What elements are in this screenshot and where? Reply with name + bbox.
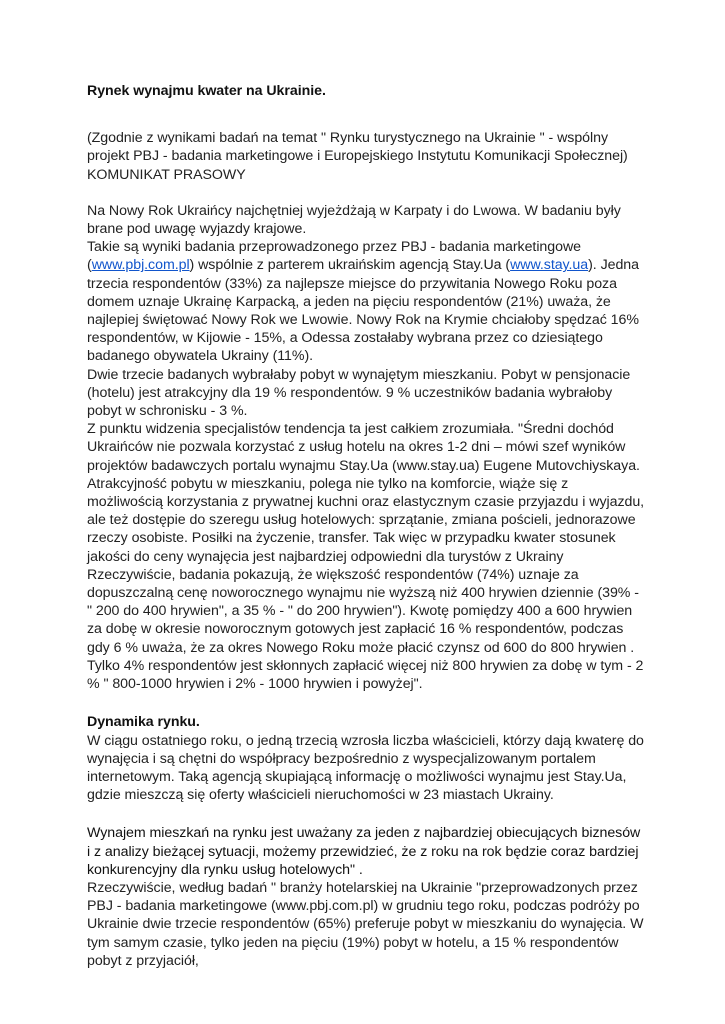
spacer: [87, 100, 647, 129]
document-page: [87, 82, 647, 970]
section-heading-market-dynamics: Dynamika rynku.: [87, 714, 200, 731]
pbj-link[interactable]: www.pbj.com.pl: [91, 257, 190, 274]
intro-paragraph: (Zgodnie z wynikami badań na temat " Rynku turystycznego na Ukrainie " - wspólny projekt PBJ - badania marketingowe i Europejskiego Instytutu Komunikacji Społecznej): [87, 130, 628, 165]
press-release-label: KOMUNIKAT PRASOWY: [87, 166, 246, 183]
spacer: [87, 184, 647, 202]
spacer: [87, 804, 647, 824]
paragraph-text: ) wspólnie z parterem ukraińskim agencją Stay.Ua (: [189, 257, 511, 274]
stay-ua-link[interactable]: www.stay.ua: [510, 257, 589, 274]
paragraph-new-year-destinations: Na Nowy Rok Ukraińcy najchętniej wyjeżdżają w Karpaty i do Lwowa. W badaniu były brane pod uwagę wyjazdy krajowe.: [87, 202, 621, 238]
paragraph-survey-results: [87, 238, 647, 365]
paragraph-text: Takie są wyniki badania przeprowadzonego przez PBJ - badania marketingowe (: [87, 239, 581, 274]
paragraph-price-levels: Rzeczywiście, badania pokazują, że większość respondentów (74%) uznaje za dopuszczalną cenę noworocznego wynajmu nie wyższą niż 400 hrywien dziennie (39% - " 200 do 400 hrywien", a 35 % - " do 200 hrywien"). Kwotę pomiędzy 400 a 600 hrywien za dobę w okresie noworocznym gotowych jest zapłacić 16 % respondentów, podczas gdy 6 % uważa, że za okres Nowego Roku może płacić czynsz od 600 do 800 hrywien . Tylko 4% respondentów jest skłonnych zapłacić więcej niż 800 hrywien za dobę w tym - 2 % " 800-1000 hrywien i 2% - 1000 hrywien i powyżej".: [87, 566, 644, 693]
document-title: Rynek wynajmu kwater na Ukrainie.: [87, 83, 326, 99]
paragraph-market-growth: W ciągu ostatniego roku, o jedną trzecią wzrosła liczba właścicieli, którzy dają kwaterę do wynajęcia i są chętni do współpracy bezpośrednio z wyspecjalizowanym portalem internetowym. Taką agencją skupiającą informację o możliwości wynajmu jest Stay.Ua, gdzie mieszczą się oferty właścicieli nieruchomości w 23 miastach Ukrainy.: [87, 732, 644, 804]
paragraph-market-outlook: Wynajem mieszkań na rynku jest uważany za jeden z najbardziej obiecujących biznesów i z analizy bieżącej sytuacji, możemy przewidzieć, że z roku na rok będzie coraz bardziej konkurencyjny dla rynku usług hotelowych" .: [87, 825, 641, 878]
paragraph-expert-opinion: Z punktu widzenia specjalistów tendencja ta jest całkiem zrozumiała. "Średni dochód Ukraińców nie pozwala korzystać z usług hotelu na okres 1-2 dni – mówi szef wyników projektów badawczych portalu wynajmu Stay.Ua (www.stay.ua) Eugene Mutovchiyskaya. Atrakcyjność pobytu w mieszkaniu, polega nie tylko na komforcie, wiąże się z możliwością korzystania z prywatnej kuchni oraz elastycznym czasie przyjazdu i wyjazdu, ale też dostępie do szeregu usług hotelowych: sprzątanie, zmiana pościeli, jednorazowe rzeczy osobiste. Posiłki na życzenie, transfer. Tak więc w przypadku kwater stosunek jakości do ceny wynajęcia jest najbardziej odpowiedni dla turystów z Ukrainy: [87, 421, 645, 565]
paragraph-text: ). Jedna trzecia respondentów (33%) za najlepsze miejsce do przywitania Nowego Roku poza domem uznaje Ukrainę Karpacką, a jeden na pięciu respondentów (21%) uważa, że najlepiej świętować Nowy Rok we Lwowie. Nowy Rok na Krymie chciałoby spędzać 16% respondentów, w Kijowie - 15%, a Odessa zostałaby wybrana przez co dziesiątego badanego obywatela Ukrainy (11%).: [87, 257, 639, 365]
spacer: [87, 693, 647, 713]
paragraph-accommodation-types: Dwie trzecie badanych wybrałaby pobyt w wynajętym mieszkaniu. Pobyt w pensjonacie (hotelu) jest atrakcyjny dla 19 % respondentów. 9 % uczestników badania wybrałoby pobyt w schronisku - 3 %.: [87, 366, 631, 420]
paragraph-hotel-industry-survey: Rzeczywiście, według badań " branży hotelarskiej na Ukrainie "przeprowadzonych przez PBJ - badania marketingowe (www.pbj.com.pl) w grudniu tego roku, podczas podróży po Ukrainie dwie trzecie respondentów (65%) preferuje pobyt w mieszkaniu do wynajęcia. W tym samym czasie, tylko jeden na pięciu (19%) pobyt w hotelu, a 15 % respondentów pobyt z przyjaciół,: [87, 879, 644, 969]
